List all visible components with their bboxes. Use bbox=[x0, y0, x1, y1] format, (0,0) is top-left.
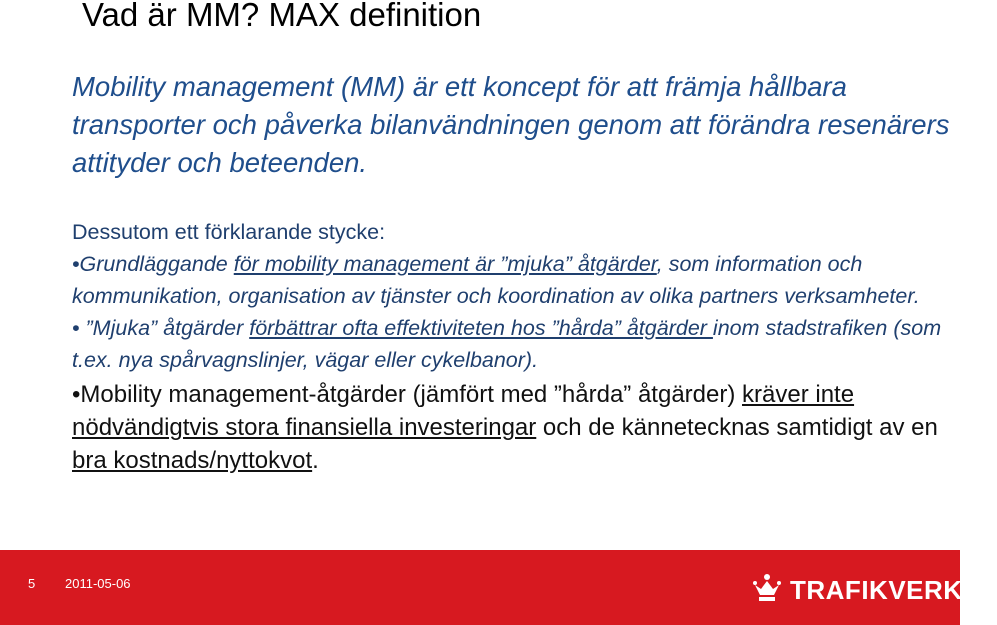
slide-date: 2011-05-06 bbox=[65, 576, 131, 591]
bullet-1: •Grundläggande för mobility management är ”mjuka” åtgärder, som information och kommunikation, organisation av tjänster och koordination av olika partners verksamheter. bbox=[72, 252, 920, 308]
bullet-3-end: . bbox=[312, 447, 319, 474]
slide-title: Vad är MM? MAX definition bbox=[82, 0, 482, 33]
slide-body bbox=[72, 216, 952, 477]
bullet-1-text: Grundläggande bbox=[79, 252, 234, 276]
intro-heading: Dessutom ett förklarande stycke: bbox=[72, 220, 386, 244]
bullet-2-underlined: förbättrar ofta effektiviteten hos ”hårda” åtgärder bbox=[249, 316, 713, 340]
bullet-2: • ”Mjuka” åtgärder förbättrar ofta effektiviteten hos ”hårda” åtgärder inom stadstrafiken (som t.ex. nya spårvagnslinjer, vägar eller cykelbanor). bbox=[72, 316, 942, 372]
definition-text: Mobility management (MM) är ett koncept för att främja hållbara transporter och påverka bilanvändningen genom att förändra resenärers attityder och beteenden. bbox=[72, 71, 950, 178]
bullet-3: •Mobility management-åtgärder (jämfört med ”hårda” åtgärder) kräver inte nödvändigtvis stora finansiella investeringar och de kännetecknas samtidigt av en bra kostnads/nyttokvot. bbox=[72, 381, 938, 474]
bullet-3-middle: och de kännetecknas samtidigt av en bbox=[536, 414, 938, 441]
bullet-2-rest: inom stadstrafiken (som t.ex. nya spårvagnslinjer, vägar eller cykelbanor). bbox=[72, 316, 942, 372]
trafikverket-logo bbox=[752, 570, 997, 610]
crown-icon bbox=[752, 571, 782, 610]
bullet-3-text: Mobility management-åtgärder (jämfört med ”hårda” åtgärder) bbox=[80, 381, 743, 408]
bullet-2-text: ”Mjuka” åtgärder bbox=[85, 316, 250, 340]
bullet-1-rest: , som information och kommunikation, organisation av tjänster och koordination av olika partners verksamheter. bbox=[72, 252, 920, 308]
footer-bar bbox=[0, 550, 997, 625]
bullet-3-underlined-2: bra kostnads/nyttokvot bbox=[72, 447, 313, 474]
bullet-3-underlined: kräver inte nödvändigtvis stora finansiella investeringar bbox=[72, 381, 855, 441]
logo-text: TRAFIKVERKET bbox=[790, 574, 997, 605]
page-number: 5 bbox=[28, 576, 36, 591]
bullet-1-underlined: för mobility management är ”mjuka” åtgärder bbox=[233, 252, 657, 276]
